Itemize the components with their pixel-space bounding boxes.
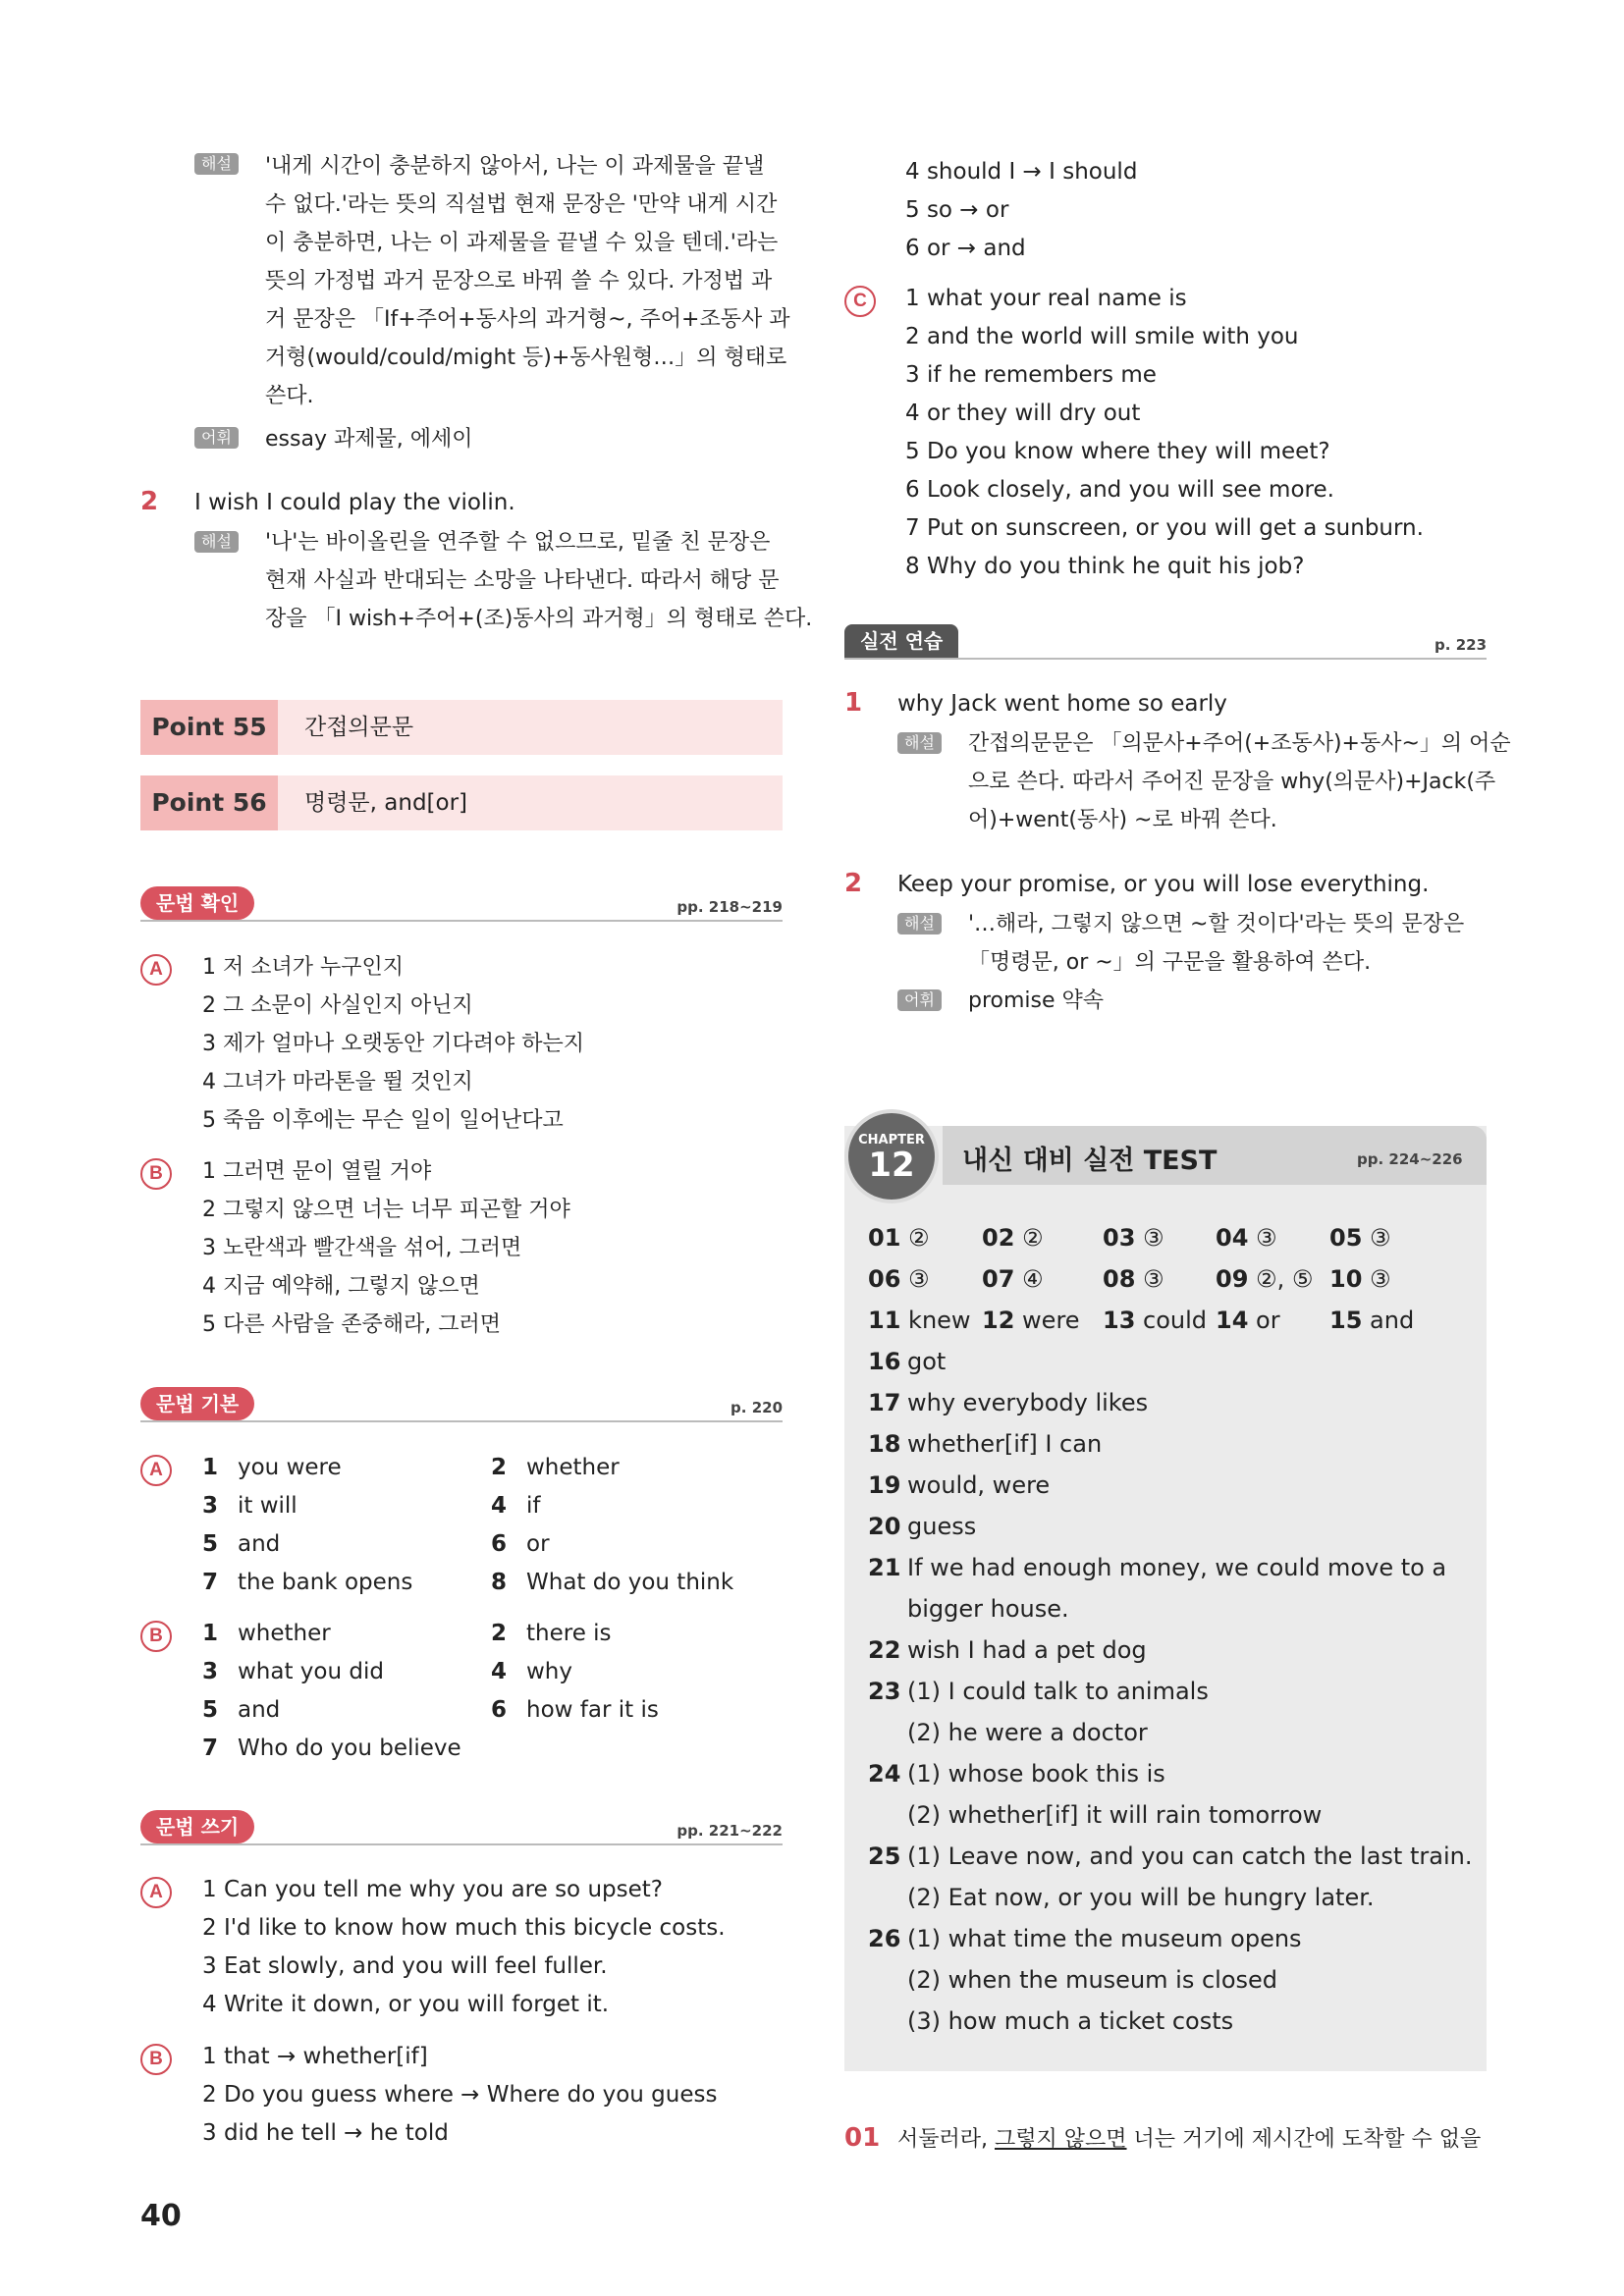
point-title: 간접의문문 xyxy=(304,715,414,740)
list-item: 26 (1) what time the museum opens xyxy=(868,1925,1302,1952)
answer-grid-b-col1: 1 whether 3 what you did 5 and 7 Who do you believe xyxy=(202,1621,461,1761)
section-marker-b: B xyxy=(140,1621,172,1652)
grid-cell: 06 ③ xyxy=(868,1265,930,1293)
answer-list-b-continued: 4 should I → I should 5 so → or 6 or → and xyxy=(905,159,1138,261)
section-header-grammar-check xyxy=(140,886,783,922)
grid-cell: 04 ③ xyxy=(1216,1224,1277,1252)
answer-list-a: 1 저 소녀가 누구인지 2 그 소문이 사실인지 아닌지 3 제가 얼마나 오랫동안 기다려야 하는지 4 그녀가 마라톤을 뛸 것인지 5 죽음 이후에는 무슨 일이 일어난다고 xyxy=(202,955,584,1133)
answer-list-a: 1 Can you tell me why you are so upset? 2 I'd like to know how much this bicycle costs. 3 Eat slowly, and you will feel fuller. 4 Write it down, or you will forget it. xyxy=(202,1877,726,2017)
point-56-bar xyxy=(140,775,783,830)
list-item: 22 wish I had a pet dog xyxy=(868,1636,1147,1664)
answer-text: Keep your promise, or you will lose everything. xyxy=(897,872,1430,897)
explain-tag xyxy=(897,732,942,754)
answer-list-c: 1 what your real name is 2 and the world will smile with you 3 if he remembers me 4 or they will dry out 5 Do you know where they will meet? 6 Look closely, and you will see more. 7 Put on sunscreen, or you will get a sunburn. 8 Why do you think he quit his job? xyxy=(905,286,1424,579)
explain-text: '…해라, 그렇지 않으면 ~할 것이다'라는 뜻의 문장은 「명령문, or ~」의 구문을 활용하여 쓴다. xyxy=(968,912,1465,975)
question-number: 01 xyxy=(844,2123,881,2153)
explain-tag xyxy=(194,153,239,175)
chapter-number: 12 xyxy=(868,1146,915,1185)
list-item: 25 (1) Leave now, and you can catch the last train. xyxy=(868,1842,1473,1870)
grid-cell: 13 could xyxy=(1103,1307,1208,1334)
answer-grid-a-col1: 1 you were 3 it will 5 and 7 the bank opens xyxy=(202,1455,413,1595)
point-55-bar xyxy=(140,700,783,755)
explain-badge: 해설 xyxy=(194,531,239,553)
page-ref: pp. 224~226 xyxy=(1357,1150,1463,1168)
explain-text-2: '나'는 바이올린을 연주할 수 없으므로, 밑줄 친 문장은 현재 사실과 반대되는 소망을 나타낸다. 따라서 해당 문 장을 「I wish+주어+(조)동사의 과거형」의 형태로 쓴다. xyxy=(265,530,813,631)
list-item: 20 guess xyxy=(868,1513,977,1540)
answer-grid-a-col2: 2 whether 4 if 6 or 8 What do you think xyxy=(491,1455,734,1595)
grid-cell: 08 ③ xyxy=(1103,1265,1164,1293)
answer-list-b: 1 that → whether[if] 2 Do you guess where → Where do you guess 3 did he tell → he told xyxy=(202,2044,718,2146)
list-item: 19 would, were xyxy=(868,1471,1051,1499)
grid-cell: 02 ② xyxy=(982,1224,1044,1252)
page-ref: pp. 218~219 xyxy=(677,898,783,916)
answer-list-b: 1 그러면 문이 열릴 거야 2 그렇지 않으면 너는 너무 피곤할 거야 3 노란색과 빨간색을 섞어, 그러면 4 지금 예약해, 그렇지 않으면 5 다른 사람을 존중해라, 그러면 xyxy=(202,1159,570,1337)
point-title: 명령문, and[or] xyxy=(304,790,468,816)
section-marker-b: B xyxy=(140,1158,172,1190)
list-item: 24 (1) whose book this is xyxy=(868,1760,1165,1788)
chapter-badge xyxy=(844,1109,939,1203)
answer-grid-b-col2: 2 there is 4 why 6 how far it is xyxy=(491,1621,659,1723)
list-item: (2) Eat now, or you will be hungry later. xyxy=(907,1884,1375,1911)
explain-text: 서둘러라, 그렇지 않으면 너는 거기에 제시간에 도착할 수 없을 xyxy=(897,2127,1482,2152)
grid-cell: 01 ② xyxy=(868,1224,930,1252)
list-item: 18 whether[if] I can xyxy=(868,1430,1103,1458)
grid-cell: 14 or xyxy=(1216,1307,1280,1334)
vocab-badge: 어휘 xyxy=(194,427,239,449)
explain-badge: 해설 xyxy=(897,732,942,754)
chapter-label: CHAPTER xyxy=(858,1133,925,1148)
question-number: 2 xyxy=(844,869,863,898)
test-title: 내신 대비 실전 TEST xyxy=(962,1146,1218,1176)
vocab-tag xyxy=(194,427,239,449)
list-item: (3) how much a ticket costs xyxy=(907,2007,1234,2035)
grid-cell: 03 ③ xyxy=(1103,1224,1164,1252)
section-marker-a: A xyxy=(140,954,172,986)
list-item: (2) he were a doctor xyxy=(907,1719,1148,1746)
section-marker-c: C xyxy=(844,286,876,317)
grid-cell: 12 were xyxy=(982,1307,1080,1334)
list-item: bigger house. xyxy=(907,1595,1069,1623)
vocab-text: promise 약속 xyxy=(968,988,1105,1013)
question-number: 2 xyxy=(140,487,159,516)
answer-text: I wish I could play the violin. xyxy=(194,490,515,515)
vocab-tag xyxy=(897,989,942,1011)
section-marker-a: A xyxy=(140,1455,172,1486)
explain-badge: 해설 xyxy=(194,153,239,175)
point-label: Point 55 xyxy=(140,700,278,755)
page-ref: p. 220 xyxy=(731,1399,783,1416)
section-title: 실전 연습 xyxy=(844,624,958,658)
answer-text: why Jack went home so early xyxy=(897,691,1227,717)
page-ref: pp. 221~222 xyxy=(677,1822,783,1840)
section-header-practice xyxy=(844,624,1487,660)
grid-cell: 09 ②, ⑤ xyxy=(1216,1265,1314,1293)
question-number: 1 xyxy=(844,688,863,718)
explain-badge: 해설 xyxy=(897,913,942,934)
list-item: 21 If we had enough money, we could move to a xyxy=(868,1554,1447,1581)
section-title: 문법 쓰기 xyxy=(140,1810,254,1843)
point-label: Point 56 xyxy=(140,775,278,830)
page-ref: p. 223 xyxy=(1435,636,1487,654)
section-marker-a: A xyxy=(140,1877,172,1908)
page-number: 40 xyxy=(140,2199,182,2233)
section-marker-b: B xyxy=(140,2044,172,2075)
vocab-badge: 어휘 xyxy=(897,989,942,1011)
test-answer-list xyxy=(868,1341,1472,2042)
list-item: 16 got xyxy=(868,1348,947,1375)
list-item: (2) whether[if] it will rain tomorrow xyxy=(907,1801,1323,1829)
list-item: (2) when the museum is closed xyxy=(907,1966,1278,1994)
section-header-grammar-writing xyxy=(140,1810,783,1845)
grid-cell: 15 and xyxy=(1329,1307,1415,1334)
explain-text-1: '내게 시간이 충분하지 않아서, 나는 이 과제물을 끝낼 수 없다.'라는 뜻의 직설법 현재 문장은 '만약 내게 시간 이 충분하면, 나는 이 과제물을 끝낼 수 있을 텐데.'라는 뜻의 가정법 과거 문장으로 바꿔 쓸 수 있다. 가정법 과 거 문장은 「If+주어+동사의 과거형~, 주어+조동사 과 거형(would/could/might 등)+동사원형…」의 형태로 쓴다. xyxy=(265,154,790,408)
grid-cell: 10 ③ xyxy=(1329,1265,1391,1293)
explain-tag xyxy=(194,531,239,553)
section-title: 문법 확인 xyxy=(140,886,254,920)
section-title: 문법 기본 xyxy=(140,1387,254,1420)
explain-tag xyxy=(897,913,942,934)
list-item: 17 why everybody likes xyxy=(868,1389,1149,1416)
grid-cell: 05 ③ xyxy=(1329,1224,1391,1252)
grid-cell: 11 knew xyxy=(868,1307,971,1334)
list-item: 23 (1) I could talk to animals xyxy=(868,1678,1209,1705)
explain-text: 간접의문문은 「의문사+주어(+조동사)+동사~」의 어순 으로 쓴다. 따라서 주어진 문장을 why(의문사)+Jack(주 어)+went(동사) ~로 바꿔 쓴다. xyxy=(968,731,1511,832)
grid-cell: 07 ④ xyxy=(982,1265,1044,1293)
section-header-grammar-basics xyxy=(140,1387,783,1422)
vocab-text: essay 과제물, 에세이 xyxy=(265,427,473,452)
